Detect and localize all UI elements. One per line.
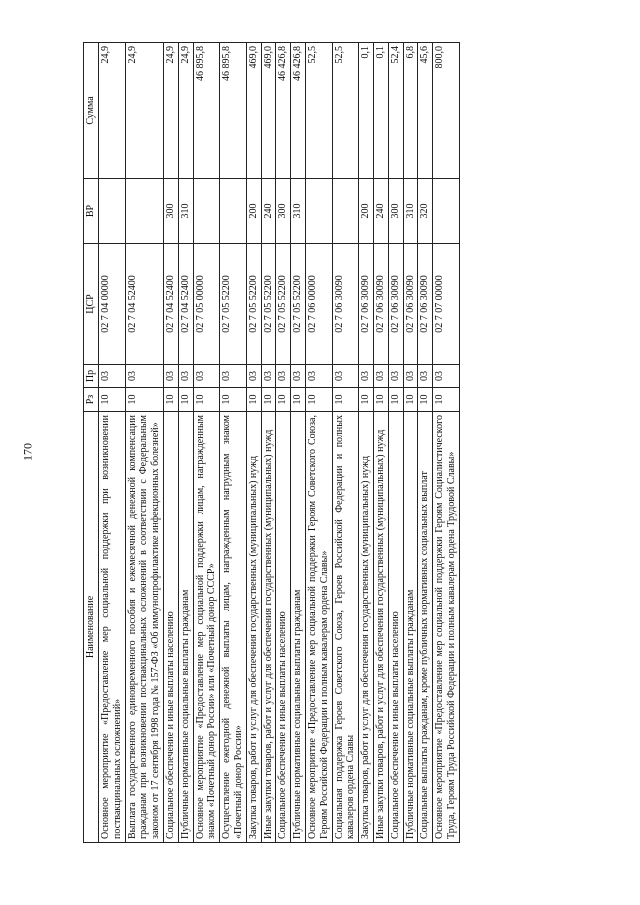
cell-name: Публичные нормативные социальные выплаты гражданам — [403, 412, 418, 843]
cell-sum: 46 895,8 — [193, 43, 220, 179]
cell-pr: 03 — [246, 365, 261, 388]
cell-pr: 03 — [433, 365, 460, 388]
cell-pr: 03 — [163, 365, 178, 388]
cell-vr: 300 — [276, 179, 291, 244]
cell-name: Социальное обеспечение и иные выплаты населению — [276, 412, 291, 843]
cell-sum: 52,5 — [332, 43, 359, 179]
cell-sum: 24,9 — [178, 43, 193, 179]
table-row — [359, 43, 374, 843]
cell-csr: 02 7 04 00000 — [99, 244, 126, 365]
cell-csr: 02 7 06 30090 — [332, 244, 359, 365]
cell-vr — [125, 179, 163, 244]
cell-pr: 03 — [261, 365, 276, 388]
cell-csr: 02 7 04 52400 — [178, 244, 193, 365]
cell-name: Основное мероприятие «Предоставление мер социальной поддержки при возникновении поствакцинальных осложнений» — [99, 412, 126, 843]
cell-rz: 10 — [246, 388, 261, 412]
table-header-row — [84, 43, 99, 843]
cell-vr — [193, 179, 220, 244]
cell-sum: 24,9 — [163, 43, 178, 179]
cell-csr: 02 7 06 30090 — [388, 244, 403, 365]
cell-csr: 02 7 05 52200 — [291, 244, 306, 365]
table-row — [373, 43, 388, 843]
table-row — [246, 43, 261, 843]
cell-vr: 200 — [246, 179, 261, 244]
cell-csr: 02 7 06 30090 — [373, 244, 388, 365]
cell-name: Иные закупки товаров, работ и услуг для обеспечения государственных (муниципальных) нужд — [261, 412, 276, 843]
cell-sum: 0,1 — [373, 43, 388, 179]
cell-sum: 6,8 — [403, 43, 418, 179]
cell-rz: 10 — [433, 388, 460, 412]
cell-vr — [99, 179, 126, 244]
cell-sum: 52,4 — [388, 43, 403, 179]
cell-rz: 10 — [178, 388, 193, 412]
cell-name: Публичные нормативные социальные выплаты гражданам — [178, 412, 193, 843]
cell-csr: 02 7 06 30090 — [359, 244, 374, 365]
cell-csr: 02 7 05 52200 — [246, 244, 261, 365]
table-row — [125, 43, 163, 843]
cell-sum: 24,9 — [99, 43, 126, 179]
header-vr: ВР — [84, 179, 99, 244]
cell-rz: 10 — [163, 388, 178, 412]
cell-pr: 03 — [178, 365, 193, 388]
header-sum: Сумма — [84, 43, 99, 179]
cell-vr: 310 — [178, 179, 193, 244]
cell-pr: 03 — [193, 365, 220, 388]
cell-sum: 46 426,8 — [276, 43, 291, 179]
cell-csr: 02 7 04 52400 — [125, 244, 163, 365]
cell-vr: 240 — [373, 179, 388, 244]
cell-name: Социальное обеспечение и иные выплаты населению — [163, 412, 178, 843]
cell-csr: 02 7 05 52200 — [276, 244, 291, 365]
cell-rz: 10 — [291, 388, 306, 412]
table-row — [332, 43, 359, 843]
cell-rz: 10 — [332, 388, 359, 412]
cell-vr — [332, 179, 359, 244]
cell-vr: 240 — [261, 179, 276, 244]
cell-csr: 02 7 06 30090 — [418, 244, 433, 365]
cell-pr: 03 — [388, 365, 403, 388]
cell-rz: 10 — [373, 388, 388, 412]
cell-rz: 10 — [261, 388, 276, 412]
table-row — [163, 43, 178, 843]
cell-pr: 03 — [332, 365, 359, 388]
cell-name: Иные закупки товаров, работ и услуг для обеспечения государственных (муниципальных) нужд — [373, 412, 388, 843]
cell-sum: 45,6 — [418, 43, 433, 179]
cell-sum: 469,0 — [246, 43, 261, 179]
cell-csr: 02 7 07 00000 — [433, 244, 460, 365]
cell-sum: 46 895,8 — [220, 43, 247, 179]
table-body — [99, 43, 460, 843]
cell-name: Основное мероприятие «Предоставление мер социальной поддержки Героям Социалистического Труда, Героям Труда Российской Федерации и полным кавалерам ордена Трудовой Славы» — [433, 412, 460, 843]
cell-rz: 10 — [193, 388, 220, 412]
header-csr: ЦСР — [84, 244, 99, 365]
table-row — [403, 43, 418, 843]
cell-rz: 10 — [99, 388, 126, 412]
cell-sum: 46 426,8 — [291, 43, 306, 179]
cell-rz: 10 — [403, 388, 418, 412]
cell-csr: 02 7 05 00000 — [193, 244, 220, 365]
cell-name: Основное мероприятие «Предоставление мер социальной поддержки Героям Советского Союза, Героям Российской Федерации и полным кавалерам ордена Славы» — [305, 412, 332, 843]
cell-vr: 300 — [388, 179, 403, 244]
cell-vr: 300 — [163, 179, 178, 244]
table-row — [276, 43, 291, 843]
cell-pr: 03 — [359, 365, 374, 388]
cell-rz: 10 — [359, 388, 374, 412]
cell-csr: 02 7 06 30090 — [403, 244, 418, 365]
table-row — [178, 43, 193, 843]
cell-pr: 03 — [418, 365, 433, 388]
cell-sum: 52,5 — [305, 43, 332, 179]
cell-sum: 24,9 — [125, 43, 163, 179]
cell-vr — [433, 179, 460, 244]
cell-vr: 320 — [418, 179, 433, 244]
cell-rz: 10 — [276, 388, 291, 412]
cell-rz: 10 — [220, 388, 247, 412]
cell-rz: 10 — [418, 388, 433, 412]
cell-csr: 02 7 05 52200 — [261, 244, 276, 365]
table-row — [388, 43, 403, 843]
cell-name: Закупка товаров, работ и услуг для обеспечения государственных (муниципальных) нужд — [359, 412, 374, 843]
cell-pr: 03 — [276, 365, 291, 388]
header-rz: Рз — [84, 388, 99, 412]
cell-name: Основное мероприятие «Предоставление мер социальной поддержки лицам, награжденным знаком «Почетный донор России» или «Почетный донор СССР» — [193, 412, 220, 843]
cell-name: Выплата государственного единовременного пособия и ежемесячной денежной компенсации гражданам при возникновении поствакцинальных осложнений в соответствии с Федеральным законом от 17 сентября 1998 года № 157-ФЗ «Об иммунопрофилактике инфекционных болезней» — [125, 412, 163, 843]
cell-rz: 10 — [305, 388, 332, 412]
page-number: 170 — [20, 443, 35, 461]
cell-name: Осуществление ежегодной денежной выплаты лицам, награжденным нагрудным знаком «Почетный донор России» — [220, 412, 247, 843]
cell-sum: 0,1 — [359, 43, 374, 179]
budget-table — [83, 42, 460, 843]
cell-csr: 02 7 06 00000 — [305, 244, 332, 365]
cell-pr: 03 — [305, 365, 332, 388]
cell-pr: 03 — [373, 365, 388, 388]
cell-name: Закупка товаров, работ и услуг для обеспечения государственных (муниципальных) нужд — [246, 412, 261, 843]
cell-sum: 800,0 — [433, 43, 460, 179]
cell-name: Социальные выплаты гражданам, кроме публичных нормативных социальных выплат — [418, 412, 433, 843]
cell-vr: 310 — [291, 179, 306, 244]
cell-csr: 02 7 04 52400 — [163, 244, 178, 365]
cell-name: Публичные нормативные социальные выплаты гражданам — [291, 412, 306, 843]
rotated-table-wrapper — [83, 43, 561, 843]
cell-vr: 200 — [359, 179, 374, 244]
table-row — [291, 43, 306, 843]
cell-pr: 03 — [125, 365, 163, 388]
cell-sum: 469,0 — [261, 43, 276, 179]
table-row — [261, 43, 276, 843]
table-row — [99, 43, 126, 843]
cell-vr: 310 — [403, 179, 418, 244]
table-row — [220, 43, 247, 843]
table-row — [305, 43, 332, 843]
cell-pr: 03 — [403, 365, 418, 388]
table-row — [193, 43, 220, 843]
cell-name: Социальное обеспечение и иные выплаты населению — [388, 412, 403, 843]
cell-rz: 10 — [125, 388, 163, 412]
table-row — [418, 43, 433, 843]
cell-pr: 03 — [99, 365, 126, 388]
cell-rz: 10 — [388, 388, 403, 412]
cell-pr: 03 — [291, 365, 306, 388]
cell-vr — [305, 179, 332, 244]
table-row — [433, 43, 460, 843]
cell-csr: 02 7 05 52200 — [220, 244, 247, 365]
cell-vr — [220, 179, 247, 244]
header-pr: Пр — [84, 365, 99, 388]
cell-pr: 03 — [220, 365, 247, 388]
cell-name: Социальная поддержка Героев Советского Союза, Героев Российской Федерации и полных кавалеров ордена Славы — [332, 412, 359, 843]
header-name: Наименование — [84, 412, 99, 843]
